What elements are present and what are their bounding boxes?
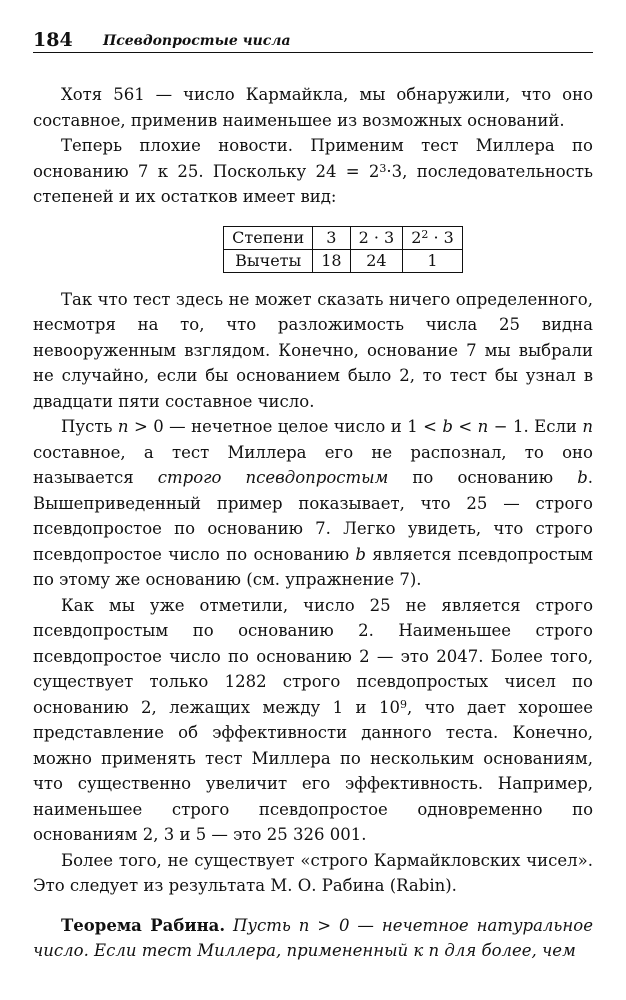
page-header	[33, 22, 593, 53]
table-cell: Степени	[224, 226, 313, 249]
table-cell: 3	[313, 226, 350, 249]
table-cell: Вычеты	[224, 249, 313, 272]
residues-table-wrapper	[33, 210, 593, 287]
paragraph-carmichael: Хотя 561 — число Кармайкла, мы обнаружили, что оно составное, применив наименьшее из возможных оснований.	[33, 85, 593, 130]
defined-term: строго псевдопростым	[157, 468, 389, 487]
table-cell: 2 · 3	[350, 226, 403, 249]
theorem-title: Теорема Рабина.	[61, 915, 226, 935]
table-cell: $2^2 \cdot 3$	[403, 226, 463, 249]
table-row	[224, 249, 463, 272]
paragraph-rabin: Более того, не существует «строго Кармайкловских чисел». Это следует из результата М. О. Рабина (Rabin).	[33, 850, 593, 895]
page-number: 184	[33, 29, 73, 51]
theorem-rabin: Теорема Рабина. Пусть n > 0 — нечетное натуральное число. Если тест Миллера, примененный к n для более, чем	[33, 915, 593, 960]
residues-table	[223, 226, 463, 273]
table-cell: 1	[403, 249, 463, 272]
paragraph-bad-news: Теперь плохие новости. Применим тест Миллера по основанию 7 к 25. Поскольку $24 = 2^3\cdot 3$, последовательность степеней и их остатков имеет вид:	[33, 136, 593, 206]
body-text	[33, 82, 593, 964]
paragraph-definition: Пусть n > 0 — нечетное целое число и 1 < b < n − 1. Если n составное, а тест Миллера его не распознал, то оно называется строго псевдопростым по основанию b. Вышеприведенный пример показывает, что 25 — строго псевдопростое по основанию 7. Легко увидеть, что строго псевдопростое число по основанию b является псевдопростым по этому же основанию (см. упражнение 7).	[33, 417, 593, 589]
table-row	[224, 226, 463, 249]
table-cell: 24	[350, 249, 403, 272]
paragraph-statistics: Как мы уже отметили, число 25 не является строго псевдопростым по основанию 2. Наименьшее строго псевдопростое число по основанию 2 — это 2047. Более того, существует только 1282 строго псевдопростых чисел по основанию 2, лежащих между 1 и $10^9$, что дает хорошее представление об эффективности данного теста. Конечно, можно применять тест Миллера по нескольким основаниям, что существенно увеличит его эффективность. Например, наименьшее строго псевдопростое одновременно по основаниям 2, 3 и 5 — это 25 326 001.	[33, 595, 593, 844]
paragraph-conclusion: Так что тест здесь не может сказать ничего определенного, несмотря на то, что разложимость числа 25 видна невооруженным взглядом. Конечно, основание 7 мы выбрали не случайно, если бы основанием было 2, то тест бы узнал в двадцати пяти составное число.	[33, 289, 593, 411]
running-title: Псевдопростые числа	[103, 33, 291, 49]
table-cell: 18	[313, 249, 350, 272]
